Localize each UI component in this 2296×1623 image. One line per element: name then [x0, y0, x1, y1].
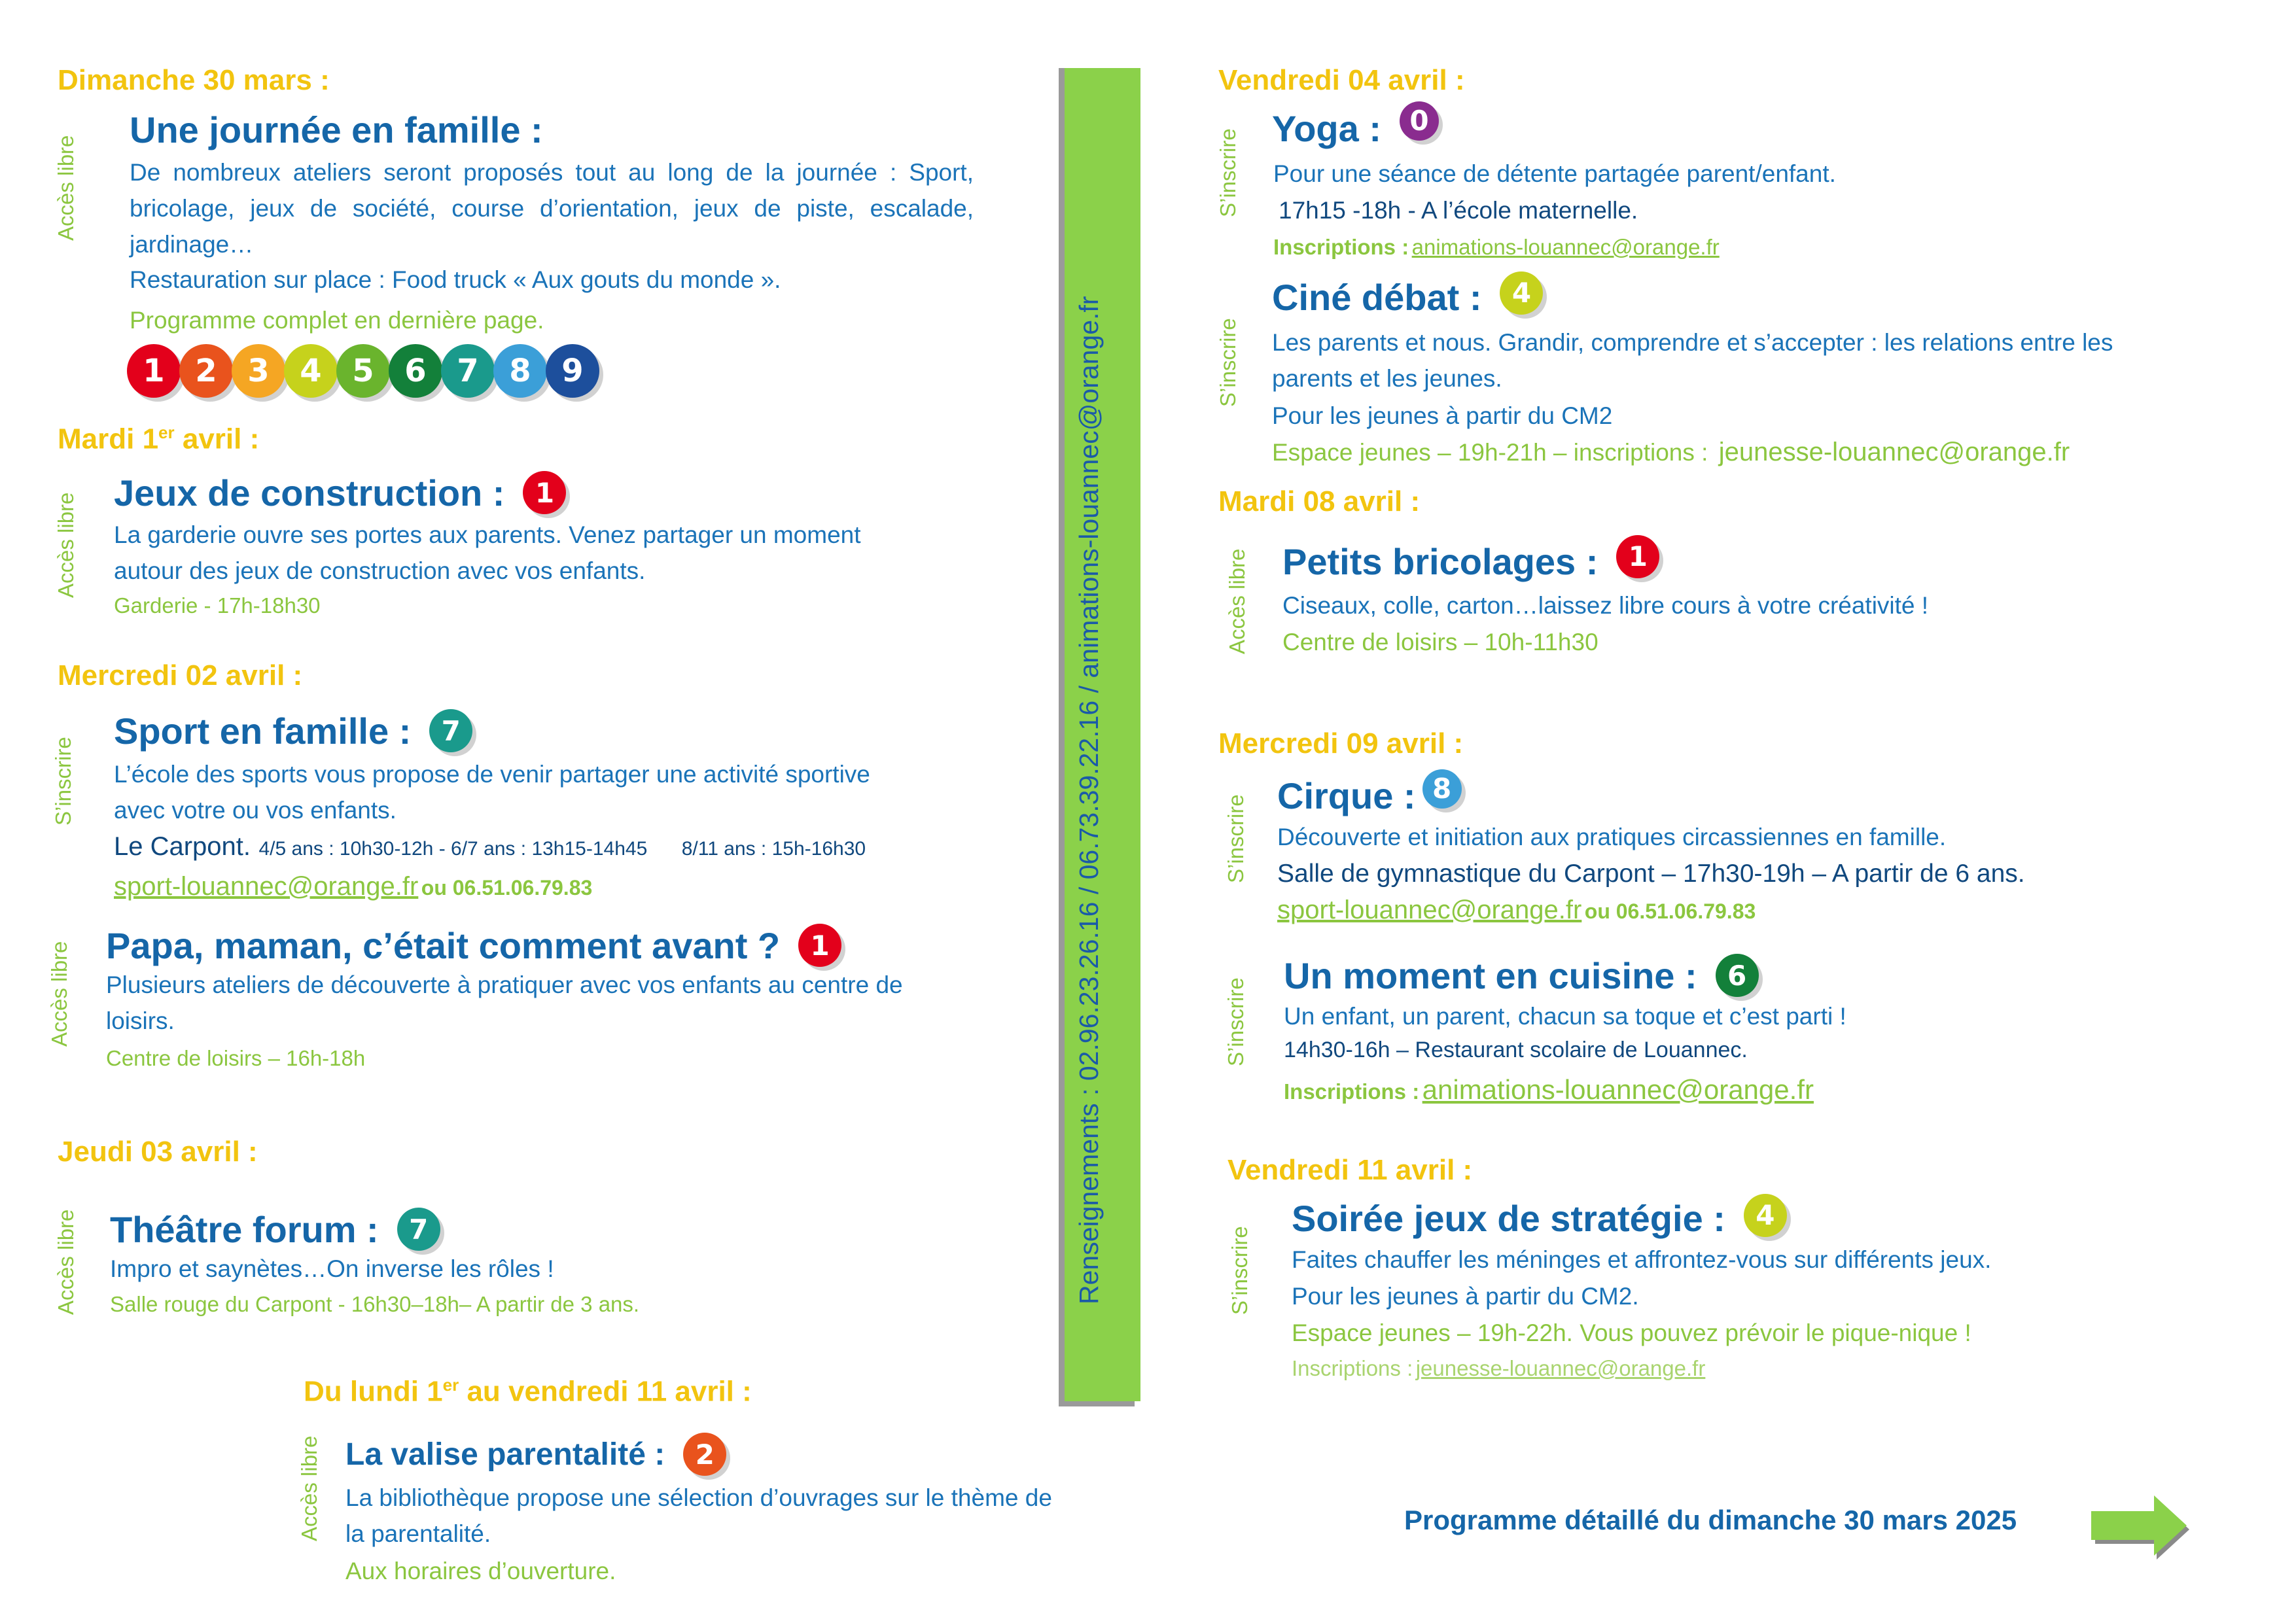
event-description: Plusieurs ateliers de découverte à pratiquer avec vos enfants au centre de loisirs. [106, 971, 903, 1034]
event-contact: Inscriptions : animations-louannec@orange.fr [1284, 1074, 1814, 1105]
event-title: Papa, maman, c’était comment avant ? 1 [106, 924, 841, 967]
email-link[interactable]: jeunesse-louannec@orange.fr [1415, 1356, 1706, 1380]
event-contact: Inscriptions : animations-louannec@orange.fr [1273, 235, 1720, 259]
event-contact: sport-louannec@orange.fr ou 06.51.06.79.83 [114, 872, 593, 901]
age-badge: 1 [523, 471, 566, 514]
event-description: Impro et saynètes…On inverse les rôles ! [110, 1255, 554, 1282]
day-heading: Mercredi 09 avril : [1218, 727, 1464, 759]
event-age: Pour les jeunes à partir du CM2 [1272, 402, 1613, 429]
event-description: Découverte et initiation aux pratiques circassiennes en famille. [1277, 824, 1947, 850]
event-description: De nombreux ateliers seront proposés tout au long de la journée : Sport, bricolage, jeux de société, course d’orientation, jeux de piste, escalade, jardinage… [130, 159, 974, 258]
day-heading: Dimanche 30 mars : [58, 64, 330, 96]
event-age: Pour les jeunes à partir du CM2. [1292, 1283, 1639, 1310]
age-badge: 1 [127, 344, 181, 398]
access-label: Accès libre [1225, 548, 1249, 654]
age-badge: 9 [546, 344, 599, 398]
age-badge: 4 [284, 344, 338, 398]
age-badge: 2 [683, 1433, 726, 1476]
age-badge: 7 [441, 344, 495, 398]
event-description: Un enfant, un parent, chacun sa toque et c’est parti ! [1284, 1003, 1846, 1030]
event-location: Garderie - 17h-18h30 [114, 593, 321, 618]
event-program: Programme complet en dernière page. [130, 307, 544, 334]
age-badge: 7 [397, 1208, 440, 1251]
next-page-arrow-icon[interactable] [2091, 1495, 2196, 1561]
email-link[interactable]: sport-louannec@orange.fr [1277, 896, 1582, 924]
event-title: Yoga : 0 [1272, 107, 1439, 150]
day-heading: Jeudi 03 avril : [58, 1136, 258, 1168]
contact-info: Renseignements : 02.96.23.26.16 / 06.73.39.22.16 / animations-louannec@orange.fr [1074, 296, 1104, 1304]
age-badge: 5 [336, 344, 390, 398]
access-label: Accès libre [297, 1435, 321, 1541]
age-badge: 2 [179, 344, 233, 398]
age-badge: 6 [1716, 954, 1759, 997]
event-description: La bibliothèque propose une sélection d’ouvrages sur le thème de la parentalité. [345, 1484, 1052, 1547]
event-title: Cirque : 8 [1277, 775, 1462, 817]
age-badge: 4 [1500, 271, 1543, 315]
divider-band [1065, 68, 1140, 1401]
event-description: Pour une séance de détente partagée parent/enfant. [1273, 160, 1836, 187]
event-contact: sport-louannec@orange.fr ou 06.51.06.79.83 [1277, 896, 1756, 924]
email-link[interactable]: sport-louannec@orange.fr [114, 872, 419, 901]
access-label: Accès libre [54, 1209, 78, 1315]
age-badge: 8 [1422, 769, 1462, 809]
age-badges [128, 344, 599, 398]
register-label: S’inscrire [1216, 128, 1240, 217]
day-heading: Mardi 08 avril : [1218, 485, 1421, 517]
age-badge: 1 [798, 924, 841, 967]
event-title: Sport en famille : 7 [114, 709, 472, 752]
age-badge: 6 [389, 344, 442, 398]
access-label: Accès libre [47, 941, 71, 1047]
event-title: Théâtre forum : 7 [110, 1208, 440, 1251]
event-location: Salle de gymnastique du Carpont – 17h30-19h – A partir de 6 ans. [1277, 860, 2025, 888]
day-heading: Vendredi 11 avril : [1227, 1154, 1473, 1186]
event-description: La garderie ouvre ses portes aux parents. Venez partager un moment autour des jeux de construction avec vos enfants. [114, 521, 861, 584]
email-link[interactable]: jeunesse-louannec@orange.fr [1718, 438, 2070, 466]
event-description: Ciseaux, colle, carton…laissez libre cours à votre créativité ! [1282, 592, 1929, 619]
age-badge: 3 [232, 344, 285, 398]
age-badge: 1 [1616, 535, 1659, 578]
access-label: Accès libre [54, 135, 78, 241]
event-title: Petits bricolages : 1 [1282, 540, 1659, 583]
event-title: Un moment en cuisine : 6 [1284, 954, 1759, 997]
event-title: Ciné débat : 4 [1272, 276, 1543, 319]
event-title: La valise parentalité : 2 [345, 1433, 726, 1476]
event-description: L’école des sports vous propose de venir partager une activité sportive avec votre ou vos enfants. [114, 761, 870, 824]
day-heading: Mercredi 02 avril : [58, 659, 303, 691]
event-description: Les parents et nous. Grandir, comprendre et s’accepter : les relations entre les parents et les jeunes. [1272, 329, 2113, 392]
footer-text: Programme détaillé du dimanche 30 mars 2025 [1404, 1505, 2017, 1535]
day-heading: Vendredi 04 avril : [1218, 64, 1465, 96]
event-location: Centre de loisirs – 10h-11h30 [1282, 629, 1598, 655]
event-schedule: Le Carpont. 4/5 ans : 10h30-12h - 6/7 ans : 13h15-14h45 8/11 ans : 15h-16h30 [114, 832, 866, 861]
day-heading: Mardi 1er avril : [58, 423, 260, 455]
event-location: 14h30-16h – Restaurant scolaire de Louannec. [1284, 1038, 1748, 1062]
event-location: Salle rouge du Carpont - 16h30–18h– A partir de 3 ans. [110, 1292, 640, 1316]
event-title: Jeux de construction : 1 [114, 471, 566, 514]
event-title: Soirée jeux de stratégie : 4 [1292, 1197, 1787, 1240]
event-food: Restauration sur place : Food truck « Aux gouts du monde ». [130, 266, 781, 293]
event-location: Espace jeunes – 19h-22h. Vous pouvez prévoir le pique-nique ! [1292, 1319, 1971, 1346]
email-link[interactable]: animations-louannec@orange.fr [1411, 235, 1720, 259]
age-badge: 0 [1400, 101, 1439, 141]
event-description: Faites chauffer les méninges et affrontez-vous sur différents jeux. [1292, 1246, 1992, 1273]
age-badge: 7 [429, 709, 472, 752]
register-label: S’inscrire [1224, 977, 1248, 1066]
access-label: Accès libre [54, 492, 78, 598]
event-contact: Inscriptions : jeunesse-louannec@orange.fr [1292, 1356, 1706, 1380]
event-location: Espace jeunes – 19h-21h – inscriptions : jeunesse-louannec@orange.fr [1272, 438, 2070, 466]
email-link[interactable]: animations-louannec@orange.fr [1422, 1074, 1814, 1105]
event-location: 17h15 -18h - A l’école maternelle. [1279, 197, 1638, 224]
event-hours: Aux horaires d’ouverture. [345, 1558, 616, 1584]
register-label: S’inscrire [1216, 318, 1240, 407]
register-label: S’inscrire [1224, 794, 1248, 883]
age-badge: 8 [493, 344, 547, 398]
register-label: S’inscrire [1227, 1226, 1252, 1315]
event-title: Une journée en famille : [130, 109, 543, 150]
register-label: S’inscrire [51, 737, 75, 826]
age-badge: 4 [1744, 1194, 1787, 1237]
event-location: Centre de loisirs – 16h-18h [106, 1046, 366, 1070]
day-heading: Du lundi 1er au vendredi 11 avril : [304, 1375, 752, 1408]
